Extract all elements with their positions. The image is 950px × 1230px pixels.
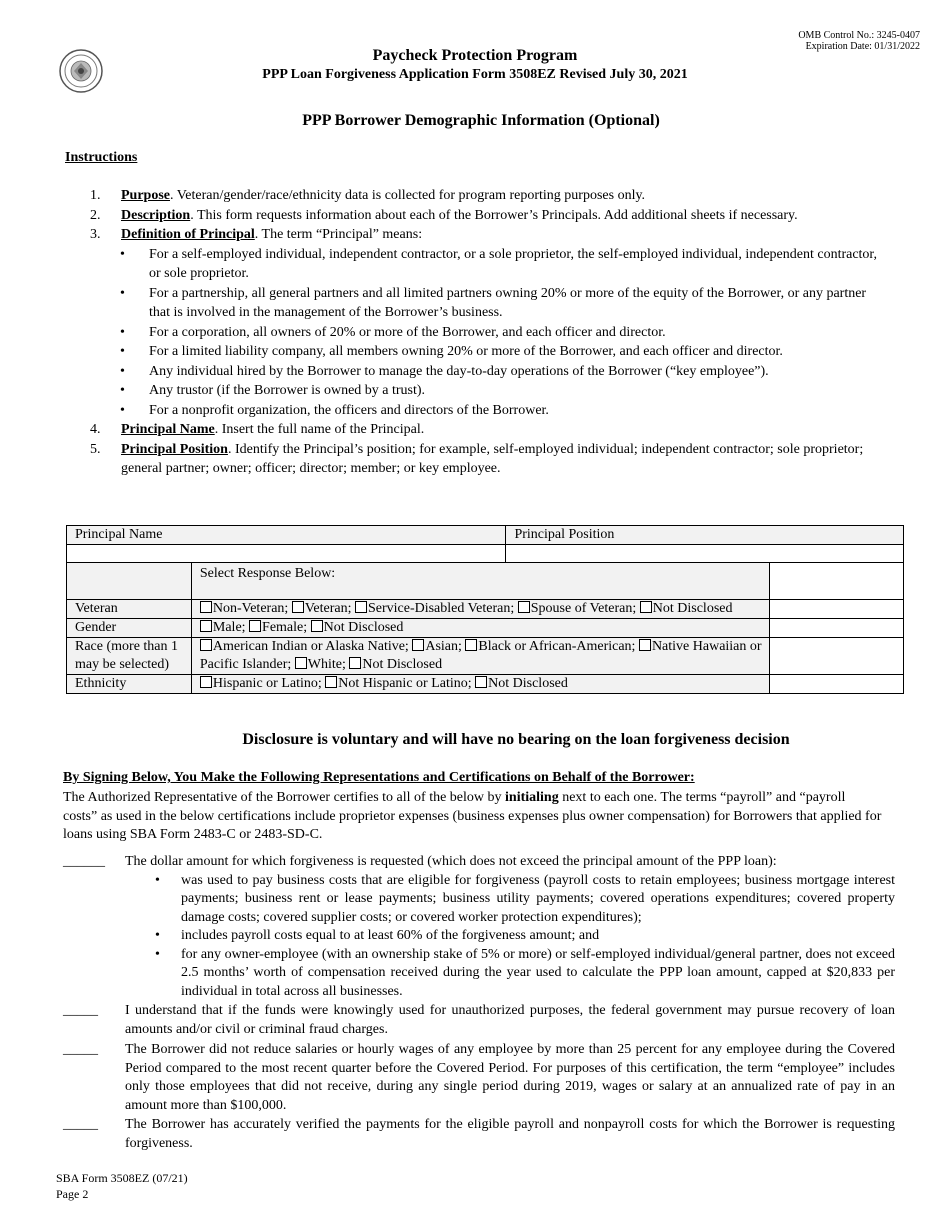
instruction-term: Purpose — [121, 188, 170, 203]
principal-position-input[interactable] — [506, 545, 904, 563]
gender-label: Gender — [67, 619, 192, 638]
race-label: Race (more than 1 may be selected) — [67, 638, 192, 675]
native-hawaiian-checkbox[interactable] — [639, 639, 651, 651]
ethnicity-response-cell[interactable] — [770, 675, 904, 694]
certification-forgiveness-amount: ______ The dollar amount for which forgiveness is requested (which does not exceed the principal amount of the PPP loan): • was used to pay business costs that are eligible for forgiveness (payroll costs to retain employees; business mortgage interest payments; business rent or lease payments; business utility payments; covered operations expenditures; covered property damage costs; covered supplier costs; or covered worker protection expenditures); • includes payroll costs equal to at least 60% of the forgiveness amount; and • for any owner-employee (with an ownership stake of 5% or more) or self-employed individual/general partner, does not exceed 2.5 months’ worth of compensation received during the year used to calculate the PPP loan amount, capped at $20,833 per individual in total across all businesses. — [63, 853, 895, 1001]
initial-line[interactable]: _____ — [63, 1117, 98, 1132]
black-checkbox[interactable] — [465, 639, 477, 651]
initial-line[interactable]: _____ — [63, 1042, 98, 1057]
veteran-not-disclosed-checkbox[interactable] — [640, 601, 652, 613]
certification-unauthorized-use: _____ I understand that if the funds were knowingly used for unauthorized purposes, the federal government may pursue recovery of loan amounts and/or civil or criminal fraud charges. — [63, 1003, 895, 1037]
veteran-label: Veteran — [67, 600, 192, 619]
non-veteran-checkbox[interactable] — [200, 601, 212, 613]
veteran-response-cell[interactable] — [770, 600, 904, 619]
principal-bullet: • For a partnership, all general partners and all limited partners owning 20% or more of the equity of the Borrower, or any partner that is involved in the management of the Borrower’s business. — [120, 285, 867, 320]
section-title: PPP Borrower Demographic Information (Optional) — [302, 112, 660, 129]
race-options: American Indian or Alaska Native; Asian; Black or African-American; Native Hawaiian or Pacific Islander; White; Not Disclosed — [191, 638, 769, 675]
ethnicity-options: Hispanic or Latino; Not Hispanic or Latino; Not Disclosed — [191, 675, 769, 694]
white-checkbox[interactable] — [295, 657, 307, 669]
gender-not-disclosed-checkbox[interactable] — [311, 620, 323, 632]
certifications-heading: By Signing Below, You Make the Following Representations and Certifications on Behalf of the Borrower: — [63, 770, 695, 785]
veteran-checkbox[interactable] — [292, 601, 304, 613]
certification-bullet: • includes payroll costs equal to at least 60% of the forgiveness amount; and — [155, 928, 600, 943]
initial-line[interactable]: ______ — [63, 854, 105, 869]
principal-bullet: • For a limited liability company, all members owning 20% or more of the Borrower, and each officer and director. — [120, 344, 783, 359]
instructions-list — [90, 186, 890, 479]
instruction-item: 2. Description. This form requests information about each of the Borrower’s Principals. Add additional sheets if necessary. — [90, 207, 798, 223]
gender-options: Male; Female; Not Disclosed — [191, 619, 769, 638]
not-hispanic-checkbox[interactable] — [325, 676, 337, 688]
program-title: Paycheck Protection Program — [372, 47, 578, 64]
principal-name-input[interactable] — [67, 545, 506, 563]
principal-demographics-table — [66, 525, 904, 694]
principal-bullet: • Any individual hired by the Borrower to manage the day-to-day operations of the Borrower (“key employee”). — [120, 363, 769, 379]
instruction-item: 4. Principal Name. Insert the full name of the Principal. — [90, 422, 425, 437]
ethnicity-not-disclosed-checkbox[interactable] — [475, 676, 487, 688]
form-title: PPP Loan Forgiveness Application Form 3508EZ Revised July 30, 2021 — [262, 67, 688, 82]
instruction-term: Principal Position — [121, 441, 228, 457]
principal-bullet: • For a self-employed individual, independent contractor, or a sole proprietor, the self-employed individual, independent contractor, or sole proprietor. — [120, 246, 878, 281]
ethnicity-label: Ethnicity — [67, 675, 192, 694]
certification-verified-payments: _____ The Borrower has accurately verified the payments for the eligible payroll and nonpayroll costs for which the Borrower is requesting forgiveness. — [63, 1117, 895, 1151]
principal-name-header: Principal Name — [67, 526, 506, 545]
form-number: SBA Form 3508EZ (07/21) — [56, 1171, 188, 1185]
instruction-term: Definition of Principal — [121, 227, 255, 242]
certification-bullet: • was used to pay business costs that are eligible for forgiveness (payroll costs to retain employees; business mortgage interest payments; business rent or lease payments; business utility payments; covered operations expenditures; covered property damage costs; covered supplier costs; or covered worker protection expenditures); — [155, 872, 895, 925]
initial-line[interactable]: _____ — [63, 1003, 98, 1018]
certification-salary-reduction: _____ The Borrower did not reduce salaries or hourly wages of any employee by more than 25 percent for any employee during the Covered Period compared to the most recent quarter before the Covered Period. For purposes of this certification, the term “employee” includes only those employees that did not receive, during any single period during 2019, wages or salary at an annualized rate of pay in an amount more than $100,000. — [63, 1042, 895, 1113]
instructions-heading: Instructions — [65, 150, 138, 165]
race-response-cell[interactable] — [770, 638, 904, 675]
principal-bullet: • Any trustor (if the Borrower is owned by a trust). — [120, 383, 426, 398]
race-not-disclosed-checkbox[interactable] — [349, 657, 361, 669]
female-checkbox[interactable] — [249, 620, 261, 632]
american-indian-checkbox[interactable] — [200, 639, 212, 651]
gender-response-cell[interactable] — [770, 619, 904, 638]
disclosure-statement: Disclosure is voluntary and will have no bearing on the loan forgiveness decision — [242, 731, 790, 748]
principal-bullet: • For a nonprofit organization, the officers and directors of the Borrower. — [120, 402, 549, 418]
hispanic-checkbox[interactable] — [200, 676, 212, 688]
certification-bullet: • for any owner-employee (with an ownership stake of 5% or more) or self-employed individual/general partner, does not exceed 2.5 months’ worth of compensation received during the year used to calculate the PPP loan amount, capped at $20,833 per individual in total across all businesses. — [155, 946, 895, 999]
instruction-item: 3. Definition of Principal. The term “Principal” means: — [90, 227, 423, 242]
principal-bullet: • For a corporation, all owners of 20% or more of the Borrower, and each officer and director. — [120, 324, 666, 340]
male-checkbox[interactable] — [200, 620, 212, 632]
select-response-label: Select Response Below: — [191, 563, 769, 600]
instruction-term: Principal Name — [121, 422, 215, 437]
expiration-date: Expiration Date: 01/31/2022 — [805, 41, 920, 52]
service-disabled-veteran-checkbox[interactable] — [355, 601, 367, 613]
authorized-rep-paragraph: The Authorized Representative of the Borrower certifies to all of the below by initialing next to each one. The terms “payroll” and “payroll costs” as used in the below certifications include proprietor expenses (business expenses plus owner compensation) for Borrowers that applied for loans using SBA Form 2483-C or 2483-SD-C. — [63, 790, 882, 842]
blank-label-cell — [67, 563, 192, 600]
instruction-item: 1. Purpose. Veteran/gender/race/ethnicity data is collected for program reporting purposes only. — [90, 188, 646, 203]
omb-control-number: OMB Control No.: 3245-0407 — [798, 30, 920, 41]
instruction-item: 5. Principal Position. Identify the Principal’s position; for example, self-employed individual; independent contractor; sole proprietor; general partner; owner; officer; director; member; or key employee. — [90, 441, 864, 476]
response-cell[interactable] — [770, 563, 904, 600]
principal-position-header: Principal Position — [506, 526, 904, 545]
page-number: Page 2 — [56, 1187, 89, 1201]
veteran-options: Non-Veteran; Veteran; Service-Disabled Veteran; Spouse of Veteran; Not Disclosed — [191, 600, 769, 619]
page-footer — [56, 1170, 188, 1202]
asian-checkbox[interactable] — [412, 639, 424, 651]
instruction-term: Description — [121, 207, 191, 223]
spouse-of-veteran-checkbox[interactable] — [518, 601, 530, 613]
